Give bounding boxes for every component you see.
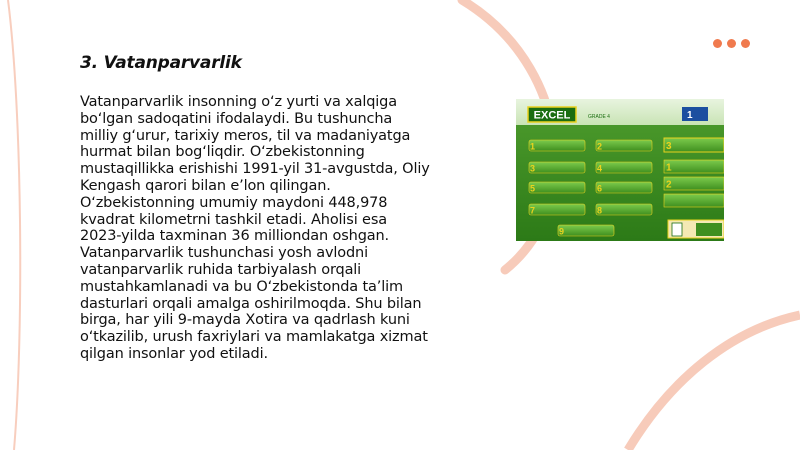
left-edge-line [8, 0, 20, 450]
logo-text: EXCEL [533, 109, 571, 122]
dot-indicator [713, 39, 750, 48]
section-title: 3. Vatanparvarlik [80, 53, 242, 73]
dot-1 [713, 39, 722, 48]
bottom-right-arc [628, 315, 800, 450]
btn-num-1: 1 [530, 141, 536, 152]
btn-num-7: 7 [530, 205, 536, 216]
right-button-numbers [666, 141, 672, 191]
grade-text: GRADE 4 [588, 114, 610, 120]
grade-badge [682, 107, 708, 121]
btn-num-5: 5 [530, 183, 536, 194]
excel-grade4-screenshot [516, 99, 724, 241]
right-num-2: 1 [666, 162, 672, 174]
dot-3 [741, 39, 750, 48]
grade-badge-number: 1 [687, 110, 693, 121]
btn-num-3: 3 [530, 163, 536, 174]
right-num-3: 2 [666, 179, 672, 191]
dot-2 [727, 39, 736, 48]
right-num-1: 3 [666, 141, 672, 152]
btn-num-9: 9 [559, 226, 565, 237]
btn-num-4: 4 [597, 163, 603, 174]
btn-num-2: 2 [597, 141, 603, 152]
section-paragraph: Vatanparvarlik insonning o‘z yurti va xalqiga bo‘lgan sadoqatini ifodalaydi. Bu tushuncha milliy g‘urur, tarixiy meros, til va madaniyatga hurmat bilan bog‘liqdir. O‘zbekistonning mustaqillikka erishishi 1991-yil 31-avgustda, Oliy Kengash qarori bilan e’lon qilingan. O‘zbekistonning umumiy maydoni 448,978 kvadrat kilometrni tashkil etadi. Aholisi esa 2023-yilda taxminan 36 milliondan oshgan. Vatanparvarlik tushunchasi yosh avlodni vatanparvarlik ruhida tarbiyalash orqali mustahkamlanadi va bu O‘zbekistonda ta’lim dasturlari orqali amalga oshirilmoqda. Shu bilan birga, har yili 9-mayda Xotira va qadrlash kuni o‘tkazilib, urush faxriylari va mamlakatga xizmat qilgan insonlar yod etiladi. [80, 94, 430, 362]
btn-num-6: 6 [597, 183, 603, 194]
btn-num-8: 8 [597, 205, 603, 216]
